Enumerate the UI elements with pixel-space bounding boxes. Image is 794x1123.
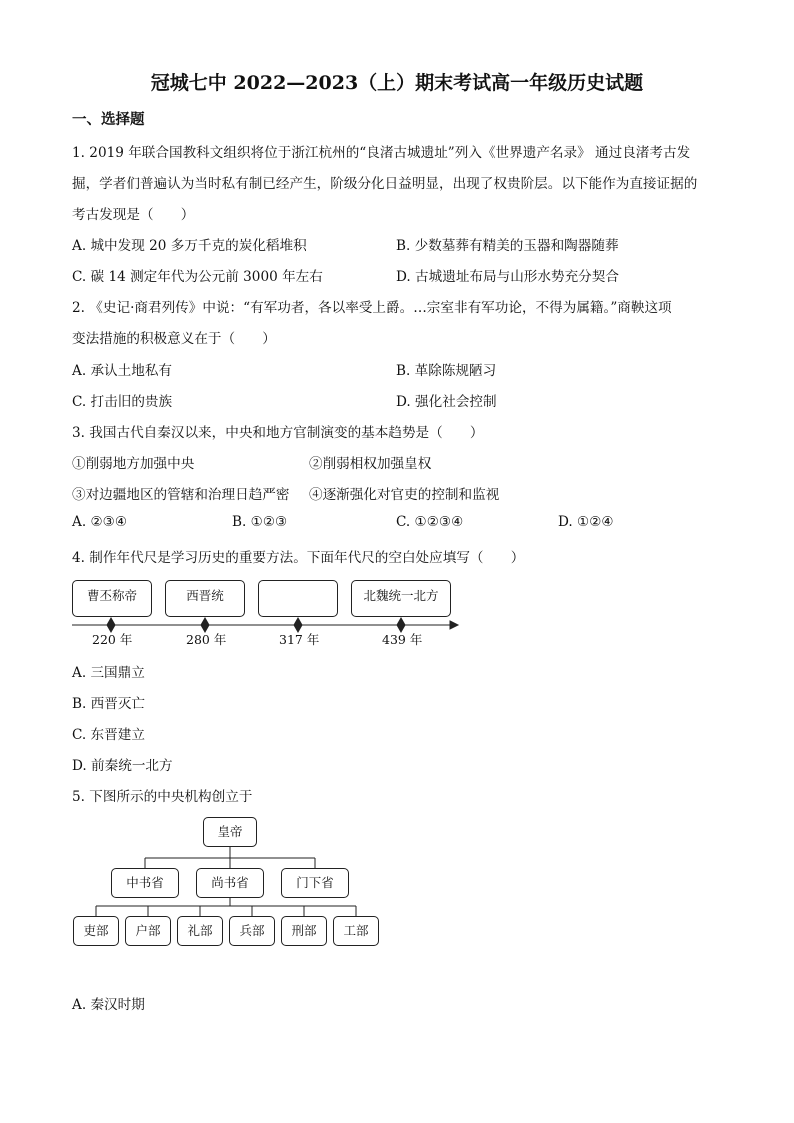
timeline-year-3: 317 年 (279, 632, 320, 647)
timeline-box-4: 北魏统一北方 (351, 580, 451, 617)
timeline-box-1: 曹丕称帝 (72, 580, 152, 617)
page-title: 冠城七中 2022—2023（上）期末考试高一年级历史试题 (150, 72, 644, 94)
q4-option-b: B. 西晋灭亡 (72, 696, 146, 712)
q3-option-b: B. ①②③ (232, 514, 288, 530)
org-box-zhongshu: 中书省 (111, 868, 179, 898)
q4-option-a: A. 三国鼎立 (72, 665, 145, 681)
q4-text-line1: 4. 制作年代尺是学习历史的重要方法。下面年代尺的空白处应填写（ ） (72, 550, 525, 566)
q2-option-d: D. 强化社会控制 (396, 394, 497, 410)
org-box-libu-personnel: 吏部 (73, 916, 119, 946)
org-box-menxia: 门下省 (281, 868, 349, 898)
timeline-box-blank (258, 580, 338, 617)
q1-option-a: A. 城中发现 20 多万千克的炭化稻堆积 (72, 238, 307, 254)
org-box-libu-rites: 礼部 (177, 916, 223, 946)
q2-option-c: C. 打击旧的贵族 (72, 394, 173, 410)
q3-option-a: A. ②③④ (72, 514, 128, 530)
q5-option-a: A. 秦汉时期 (72, 997, 145, 1013)
q1-text-line1: 1. 2019 年联合国教科文组织将位于浙江杭州的“良渚古城遗址”列入《世界遗产名录》 通过良渚考古发 (72, 145, 691, 161)
org-box-gongbu: 工部 (333, 916, 379, 946)
timeline-year-4: 439 年 (382, 632, 423, 647)
org-box-hubu: 户部 (125, 916, 171, 946)
timeline-year-1: 220 年 (92, 632, 133, 647)
q1-text-line2: 掘，学者们普遍认为当时私有制已经产生，阶级分化日益明显，出现了权贵阶层。以下能作为直接证据的 (72, 176, 698, 192)
timeline-box-2: 西晋统 (165, 580, 245, 617)
section-heading: 一、选择题 (72, 111, 145, 128)
q3-text-line1: 3. 我国古代自秦汉以来，中央和地方官制演变的基本趋势是（ ） (72, 425, 484, 441)
org-box-shangshu: 尚书省 (196, 868, 264, 898)
q2-option-a: A. 承认土地私有 (72, 363, 173, 379)
q1-option-d: D. 古城遗址布局与山形水势充分契合 (396, 269, 619, 285)
q2-text-line2: 变法措施的积极意义在于（ ） (72, 331, 276, 347)
q3-statement-1: ①削弱地方加强中央 (72, 456, 195, 472)
q2-text-line1: 2. 《史记·商君列传》中说：“有军功者，各以率受上爵。…宗室非有军功论，不得为属籍。”商鞅这项 (72, 300, 672, 316)
q5-text-line1: 5. 下图所示的中央机构创立于 (72, 789, 253, 805)
q4-option-c: C. 东晋建立 (72, 727, 145, 743)
q3-option-d: D. ①②④ (558, 514, 614, 530)
q3-option-c: C. ①②③④ (396, 514, 464, 530)
q3-statement-3: ③对边疆地区的管辖和治理日趋严密 (72, 487, 290, 503)
org-box-emperor: 皇帝 (203, 817, 257, 847)
q3-statement-2: ②削弱相权加强皇权 (309, 456, 432, 472)
q3-statement-4: ④逐渐强化对官吏的控制和监视 (309, 487, 500, 503)
q1-text-line3: 考古发现是（ ） (72, 207, 195, 223)
timeline-year-2: 280 年 (186, 632, 227, 647)
org-box-xingbu: 刑部 (281, 916, 327, 946)
q1-option-c: C. 碳 14 测定年代为公元前 3000 年左右 (72, 269, 323, 285)
q1-option-b: B. 少数墓葬有精美的玉器和陶器随葬 (396, 238, 619, 254)
q4-option-d: D. 前秦统一北方 (72, 758, 173, 774)
org-box-bingbu: 兵部 (229, 916, 275, 946)
q2-option-b: B. 革除陈规陋习 (396, 363, 497, 379)
